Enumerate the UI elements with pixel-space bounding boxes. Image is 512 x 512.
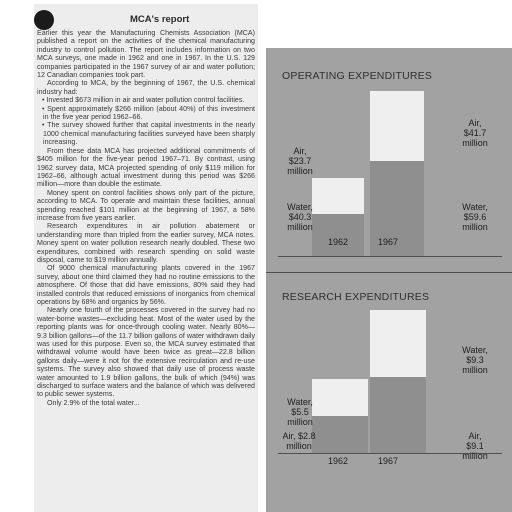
- article-body: [37, 29, 255, 407]
- bar-1967-air-research: [370, 310, 426, 377]
- operating-chart-title: OPERATING EXPENDITURES: [282, 70, 433, 82]
- label-water-1967-research: Water, $9.3 million: [462, 345, 488, 375]
- label-water-1962-research: Water, $5.5 million: [287, 397, 313, 427]
- bar-1967-air-operating: [370, 91, 424, 161]
- research-chart-title: RESEARCH EXPENDITURES: [282, 291, 430, 303]
- article-paragraph: Nearly one fourth of the processes covered in the survey had no water-borne wastes—excluding heat. Most of the water used by the reporting plants was for once-through cooling water. Nearly 80%—9.3 billion gallons—of the 11.7 billion gallons of water withdrawn daily was used for this purpose. Even so, the MCA survey estimated that withdrawal volume would have been twice as great—22.8 billion gallons daily—were it not for the extensive recirculation and re-use systems. The survey also showed that daily use of process waste water amounted to 1.9 billion gallons, the bulk of which (94%) was discharged to surface waters and the balance of which was delivered to public sewer systems.: [37, 306, 255, 399]
- label-water-1967-operating: Water, $59.6 million: [462, 202, 488, 232]
- article-paragraph: • Invested $673 million in air and water pollution control facilities.: [42, 96, 245, 105]
- label-air-1967-research: Air, $9.1 million: [462, 431, 488, 461]
- article-paragraph: Research expenditures in air pollution abatement or understanding more than tripled from the earlier survey, MCA notes. Money spent on water pollution research nearly doubled. These two expenditures, combined with research spending on solid waste disposal, came to $19 million annually.: [37, 222, 255, 264]
- bar-1962-water-research: [312, 416, 368, 453]
- label-air-1962-operating: Air, $23.7 million: [287, 146, 313, 176]
- bar-1967-water-research: [370, 377, 426, 453]
- article-paragraph: • The survey showed further that capital investments in the nearly 1000 chemical manufacturing facilities surveyed have been sharply increasing.: [42, 121, 255, 147]
- article-paragraph: Of 9000 chemical manufacturing plants covered in the 1967 survey, about one third claimed they had no routine emissions to the atmosphere. Of those that did have emissions, 80% said they had installed controls that reduced emissions of inorganics from chemical operations by 68% and organics by 56%.: [37, 264, 255, 306]
- article-paragraph: According to MCA, by the beginning of 1967, the U.S. chemical industry had:: [37, 79, 255, 96]
- label-air-1962-research: Air, $2.8 million: [282, 431, 316, 451]
- bullet-dot-icon: [34, 10, 54, 30]
- article-title: MCA's report: [130, 14, 190, 25]
- article-paragraph: From these data MCA has projected additional commitments of $405 million for the five-year period 1967–71. By contrast, using 1962 survey data, MCA projected spending of only $119 million for 1962–66, although actual investment during this period was $266 million—more than double the estimate.: [37, 146, 255, 189]
- year-1962-operating: 1962: [328, 237, 349, 247]
- label-air-1967-operating: Air, $41.7 million: [462, 118, 488, 148]
- article-paragraph: Only 2.9% of the total water...: [47, 398, 140, 407]
- article-paragraph: Earlier this year the Manufacturing Chemists Association (MCA) published a report on the activities of the chemical manufacturing industry to control pollution. The report includes information on two MCA surveys, one made in 1962 and one in 1967. In the U.S. 129 companies participated in the 1967 survey of air and water pollution; 12 Canadian companies took part.: [37, 29, 255, 80]
- bar-1962-air-research: [312, 379, 368, 416]
- article-paragraph: • Spent approximately $266 million (about 40%) of this investment in the five year period 1962–66.: [42, 104, 255, 122]
- chart-separator: [266, 272, 512, 273]
- chart-panel: [266, 48, 512, 512]
- article-column: [34, 4, 258, 512]
- article-paragraph: Money spent on control facilities shows only part of the picture, according to MCA. To operate and maintain these facilities, annual spending reached $101 million at the beginning of 1967, a 58% increase from five years earlier.: [37, 188, 255, 222]
- year-1962-research: 1962: [328, 456, 349, 466]
- label-water-1962-operating: Water, $40.3 million: [287, 202, 313, 232]
- year-1967-operating: 1967: [378, 237, 399, 247]
- year-1967-research: 1967: [378, 456, 399, 466]
- operating-baseline: [278, 256, 502, 257]
